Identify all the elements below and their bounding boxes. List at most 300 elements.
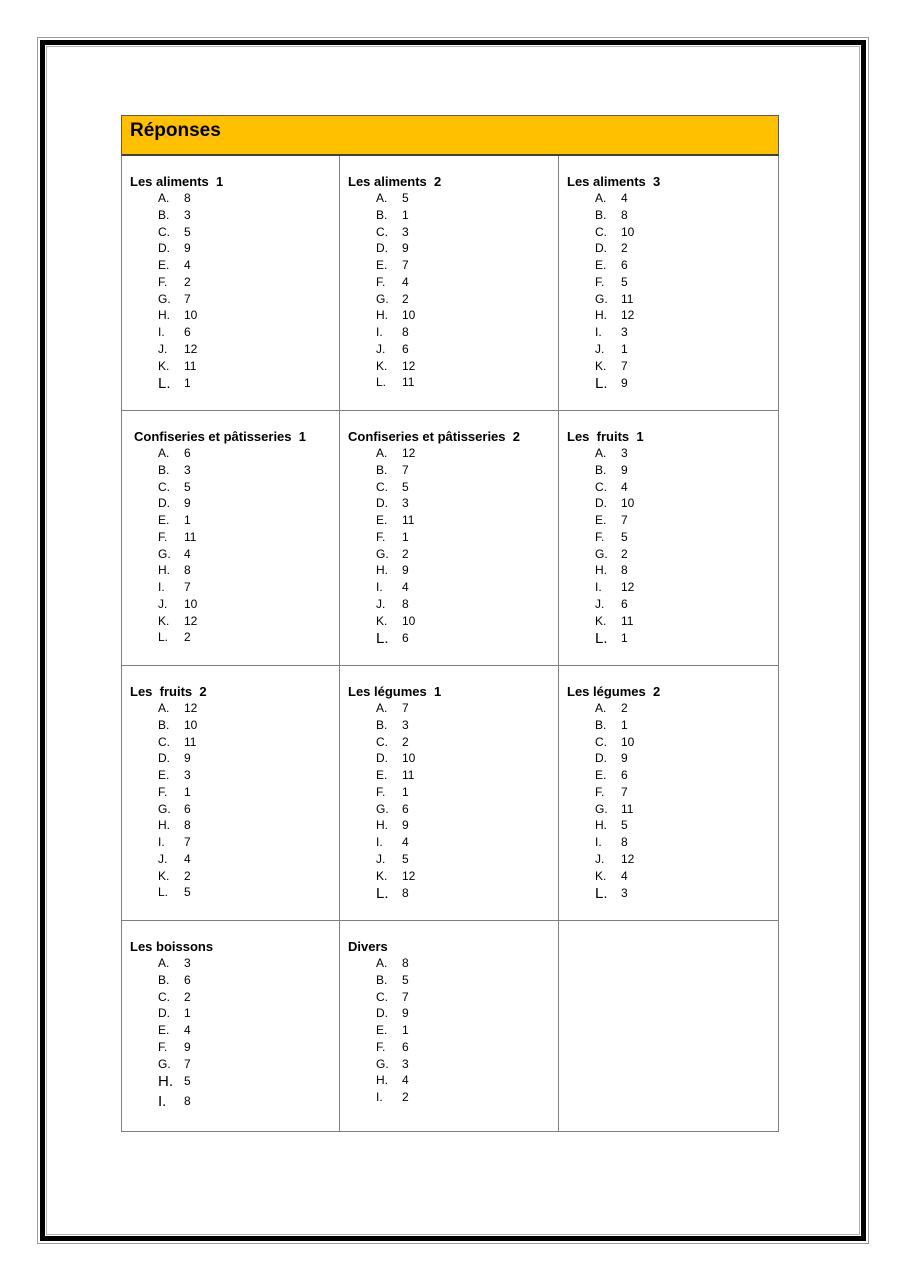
answer-letter: E. <box>376 258 388 272</box>
answer-value: 5 <box>402 972 409 987</box>
answer-item <box>130 700 339 717</box>
section-divers <box>340 921 559 1132</box>
answer-letter: C. <box>376 734 388 749</box>
section-les-boissons <box>121 921 340 1132</box>
answer-item <box>130 613 339 630</box>
answer-value: 9 <box>184 241 191 256</box>
answer-value: 8 <box>184 563 191 578</box>
answer-item <box>567 817 778 834</box>
answer-item <box>567 834 778 851</box>
answer-value: 3 <box>402 717 409 732</box>
answer-letter: D. <box>376 751 388 766</box>
answer-item <box>130 1022 339 1039</box>
answer-letter: F. <box>376 784 386 799</box>
answer-letter: A. <box>376 191 388 205</box>
answer-letter: K. <box>158 868 170 883</box>
answer-item <box>130 240 339 257</box>
answer-letter: J. <box>376 341 386 356</box>
section-title: Les aliments 2 <box>348 174 442 189</box>
answer-value: 3 <box>184 768 191 782</box>
answer-value: 1 <box>621 631 628 646</box>
answer-value: 12 <box>402 358 416 373</box>
answer-list <box>130 955 339 1111</box>
answer-letter: I. <box>376 325 383 339</box>
answer-letter: G. <box>376 801 389 816</box>
answer-value: 7 <box>402 989 409 1004</box>
answer-letter: A. <box>376 956 388 970</box>
answer-item <box>130 596 339 613</box>
answer-value: 9 <box>621 462 628 477</box>
answer-list <box>130 190 339 394</box>
answer-value: 8 <box>184 191 191 205</box>
answer-value: 9 <box>402 1006 409 1021</box>
answer-item <box>348 341 558 358</box>
answer-letter: L. <box>158 885 169 900</box>
answer-letter: B. <box>158 462 170 477</box>
answer-item <box>348 801 558 818</box>
answer-value: 2 <box>402 734 409 749</box>
answer-value: 10 <box>621 224 635 239</box>
answer-item <box>567 884 778 904</box>
answer-item <box>130 224 339 241</box>
answer-letter: L. <box>158 375 171 393</box>
answer-letter: C. <box>376 479 388 494</box>
answer-letter: C. <box>595 224 607 239</box>
answer-value: 11 <box>402 375 415 390</box>
answer-value: 3 <box>621 886 628 901</box>
answer-letter: E. <box>158 1023 170 1037</box>
answer-value: 2 <box>621 701 628 715</box>
answer-value: 11 <box>184 358 197 373</box>
answer-value: 7 <box>184 835 191 849</box>
answer-letter: K. <box>158 613 170 628</box>
section-title: Les boissons <box>130 939 214 954</box>
answer-item <box>567 512 778 529</box>
answer-letter: D. <box>376 241 388 256</box>
answer-letter: C. <box>595 479 607 494</box>
answer-item <box>348 750 558 767</box>
answers-table <box>121 115 779 1132</box>
answer-value: 11 <box>621 801 634 816</box>
answer-value: 2 <box>184 274 191 289</box>
answer-letter: I. <box>158 580 165 594</box>
answer-value: 4 <box>184 546 191 561</box>
section-empty <box>559 921 779 1132</box>
answer-letter: J. <box>595 341 605 356</box>
answer-item <box>567 700 778 717</box>
answer-value: 5 <box>402 851 409 866</box>
answer-letter: F. <box>376 274 386 289</box>
answer-letter: G. <box>376 1056 389 1071</box>
answer-letter: D. <box>158 751 170 766</box>
answer-letter: A. <box>376 446 388 460</box>
answer-item <box>348 358 558 375</box>
answer-item <box>567 767 778 784</box>
answer-item <box>130 955 339 972</box>
answer-letter: G. <box>158 801 171 816</box>
answer-item <box>567 629 778 649</box>
answer-letter: K. <box>595 613 607 628</box>
answer-letter: C. <box>158 734 170 749</box>
answer-letter: E. <box>595 258 607 272</box>
answer-item <box>348 629 558 649</box>
answer-item <box>348 445 558 462</box>
answer-item <box>130 972 339 989</box>
answer-item <box>567 529 778 546</box>
section-title: Confiseries et pâtisseries 2 <box>348 429 520 444</box>
answer-letter: K. <box>376 613 388 628</box>
answer-value: 12 <box>402 868 416 883</box>
answer-item <box>348 462 558 479</box>
answer-letter: L. <box>376 630 389 648</box>
answer-value: 3 <box>402 1056 409 1071</box>
answer-value: 12 <box>621 851 635 866</box>
answer-item <box>130 851 339 868</box>
answer-value: 4 <box>402 1073 409 1088</box>
answer-value: 12 <box>621 308 635 323</box>
answer-letter: J. <box>158 596 168 611</box>
answer-item <box>567 579 778 596</box>
answer-value: 3 <box>184 207 191 222</box>
answer-letter: L. <box>158 630 169 645</box>
answer-value: 10 <box>184 717 198 732</box>
answer-item <box>130 868 339 885</box>
answer-value: 7 <box>402 258 409 272</box>
answer-item <box>130 445 339 462</box>
answer-value: 7 <box>402 701 409 715</box>
section-les-legumes-2 <box>559 666 779 921</box>
section-les-fruits-1 <box>559 411 779 666</box>
answer-value: 1 <box>184 784 191 799</box>
answer-item <box>130 257 339 274</box>
answer-item <box>567 562 778 579</box>
answer-value: 5 <box>621 274 628 289</box>
answer-letter: C. <box>376 989 388 1004</box>
section-title <box>567 938 778 955</box>
answer-value: 11 <box>184 734 197 749</box>
answer-item <box>130 834 339 851</box>
answer-item <box>348 512 558 529</box>
answer-letter: B. <box>376 717 388 732</box>
answer-value: 12 <box>184 341 198 356</box>
answer-item <box>348 817 558 834</box>
answer-item <box>348 224 558 241</box>
answer-letter: B. <box>376 462 388 477</box>
answer-letter: C. <box>595 734 607 749</box>
answer-letter: F. <box>376 529 386 544</box>
answer-item <box>567 495 778 512</box>
answer-item <box>130 495 339 512</box>
answer-value: 1 <box>402 529 409 544</box>
answer-item <box>567 190 778 207</box>
answer-item <box>130 462 339 479</box>
answer-item <box>348 274 558 291</box>
answer-value: 2 <box>184 868 191 883</box>
answer-item <box>130 884 339 901</box>
answer-value: 1 <box>621 341 628 356</box>
answer-item <box>348 734 558 751</box>
section-title: Les aliments 1 <box>130 174 224 189</box>
answer-item <box>567 596 778 613</box>
section-les-fruits-2 <box>121 666 340 921</box>
answer-value: 2 <box>402 546 409 561</box>
answer-letter: B. <box>376 207 388 222</box>
answer-letter: L. <box>595 630 608 648</box>
answer-item <box>348 1072 558 1089</box>
answer-letter: B. <box>595 717 607 732</box>
answer-item <box>130 479 339 496</box>
answer-letter: G. <box>595 546 608 561</box>
answer-value: 9 <box>184 496 191 511</box>
answer-letter: B. <box>595 462 607 477</box>
answer-letter: D. <box>158 1006 170 1021</box>
answer-value: 5 <box>621 529 628 544</box>
answer-letter: E. <box>595 768 607 782</box>
answer-value: 4 <box>184 851 191 866</box>
answer-letter: A. <box>158 191 170 205</box>
answer-item <box>348 972 558 989</box>
answer-value: 8 <box>621 835 628 849</box>
answer-item <box>348 868 558 885</box>
answer-value: 6 <box>621 596 628 611</box>
answer-item <box>348 596 558 613</box>
answer-value: 1 <box>184 376 191 391</box>
answer-letter: E. <box>376 1023 388 1037</box>
answer-value: 6 <box>184 325 191 339</box>
answer-item <box>567 257 778 274</box>
answer-letter: J. <box>376 851 386 866</box>
answer-letter: F. <box>595 784 605 799</box>
answer-letter: A. <box>158 956 170 970</box>
answer-letter: J. <box>376 596 386 611</box>
answer-item <box>348 207 558 224</box>
answer-letter: H. <box>158 563 170 578</box>
answer-value: 9 <box>621 376 628 391</box>
section-confiseries-et-patisseries-2 <box>340 411 559 666</box>
answer-item <box>130 291 339 308</box>
section-title: Les fruits 2 <box>130 684 207 699</box>
answer-letter: I. <box>158 1092 167 1110</box>
answer-letter: I. <box>595 580 602 594</box>
answer-item <box>567 546 778 563</box>
answer-letter: F. <box>158 784 168 799</box>
answer-letter: D. <box>595 241 607 256</box>
answer-item <box>567 479 778 496</box>
answer-value: 11 <box>621 613 634 628</box>
answer-value: 3 <box>402 496 409 511</box>
section-confiseries-et-patisseries-1 <box>121 411 340 666</box>
section-title: Les fruits 1 <box>567 429 644 444</box>
answer-value: 8 <box>402 596 409 611</box>
answer-value: 5 <box>184 479 191 494</box>
answer-letter: H. <box>595 818 607 833</box>
answer-value: 6 <box>402 1039 409 1054</box>
answer-value: 6 <box>621 768 628 782</box>
answer-value: 2 <box>621 241 628 256</box>
answer-letter: E. <box>376 768 388 782</box>
answer-value: 4 <box>621 191 628 205</box>
answer-item <box>567 750 778 767</box>
answer-item <box>130 562 339 579</box>
answer-item <box>348 834 558 851</box>
answer-item <box>567 784 778 801</box>
answer-value: 8 <box>402 956 409 970</box>
answer-list <box>130 445 339 646</box>
answer-list <box>567 190 778 394</box>
answer-item <box>130 1005 339 1022</box>
answer-value: 9 <box>184 751 191 766</box>
answer-item <box>348 1005 558 1022</box>
answer-value: 1 <box>621 717 628 732</box>
answer-value: 6 <box>402 801 409 816</box>
answer-item <box>348 324 558 341</box>
answer-letter: A. <box>595 446 607 460</box>
answer-item <box>130 1072 339 1092</box>
answer-value: 2 <box>621 546 628 561</box>
answer-item <box>130 358 339 375</box>
section-title: Les légumes 1 <box>348 684 442 699</box>
answer-letter: E. <box>595 513 607 527</box>
answer-item <box>130 784 339 801</box>
answer-letter: F. <box>595 274 605 289</box>
answer-value: 6 <box>621 258 628 272</box>
answer-item <box>130 817 339 834</box>
answer-value: 7 <box>402 462 409 477</box>
answer-letter: L. <box>376 885 389 903</box>
answer-item <box>348 717 558 734</box>
section-title: Les aliments 3 <box>567 174 661 189</box>
answer-letter: C. <box>158 224 170 239</box>
answer-letter: G. <box>376 291 389 306</box>
answer-letter: G. <box>595 291 608 306</box>
answer-value: 7 <box>184 580 191 594</box>
answer-value: 10 <box>402 751 416 766</box>
answer-letter: A. <box>158 446 170 460</box>
answer-value: 5 <box>184 885 191 900</box>
answer-letter: D. <box>595 496 607 511</box>
answer-letter: F. <box>595 529 605 544</box>
answers-grid <box>121 156 779 1132</box>
answer-letter: F. <box>158 1039 168 1054</box>
answer-value: 5 <box>402 479 409 494</box>
answer-letter: D. <box>158 496 170 511</box>
answer-value: 1 <box>184 1006 191 1021</box>
answer-value: 11 <box>184 529 197 544</box>
answer-letter: B. <box>376 972 388 987</box>
answer-item <box>348 767 558 784</box>
answer-letter: H. <box>595 308 607 323</box>
answer-letter: K. <box>376 868 388 883</box>
answer-item <box>348 579 558 596</box>
answer-value: 5 <box>621 818 628 833</box>
answer-value: 4 <box>621 479 628 494</box>
answer-list <box>348 190 558 391</box>
answer-item <box>130 629 339 646</box>
answer-value: 5 <box>184 224 191 239</box>
answer-letter: E. <box>376 513 388 527</box>
answer-value: 10 <box>184 308 198 323</box>
answer-item <box>348 257 558 274</box>
answer-value: 11 <box>621 291 634 306</box>
answer-item <box>130 750 339 767</box>
answer-letter: F. <box>158 274 168 289</box>
answer-item <box>130 734 339 751</box>
section-les-aliments-2 <box>340 156 559 411</box>
answer-value: 11 <box>402 513 415 527</box>
answer-value: 9 <box>402 818 409 833</box>
answer-value: 4 <box>184 258 191 272</box>
answer-item <box>130 324 339 341</box>
answer-item <box>130 207 339 224</box>
answer-letter: G. <box>158 1056 171 1071</box>
answer-letter: F. <box>376 1039 386 1054</box>
answer-letter: F. <box>158 529 168 544</box>
answer-value: 2 <box>402 291 409 306</box>
answer-item <box>130 767 339 784</box>
answer-item <box>130 374 339 394</box>
answer-value: 7 <box>621 513 628 527</box>
answer-item <box>348 546 558 563</box>
answer-value: 8 <box>621 563 628 578</box>
answer-letter: D. <box>376 496 388 511</box>
answer-item <box>130 989 339 1006</box>
answer-item <box>567 445 778 462</box>
answer-item <box>348 1039 558 1056</box>
answer-letter: K. <box>595 868 607 883</box>
answer-item <box>130 190 339 207</box>
answer-list <box>130 700 339 901</box>
answer-item <box>130 512 339 529</box>
answer-value: 7 <box>184 1056 191 1071</box>
answer-item <box>348 291 558 308</box>
section-les-legumes-1 <box>340 666 559 921</box>
answer-item <box>348 851 558 868</box>
answer-letter: H. <box>158 818 170 833</box>
answer-value: 10 <box>621 734 635 749</box>
answer-letter: D. <box>376 1006 388 1021</box>
answer-item <box>348 529 558 546</box>
answer-value: 6 <box>184 801 191 816</box>
answer-item <box>348 374 558 391</box>
answer-value: 7 <box>184 291 191 306</box>
section-title: Divers <box>348 939 388 954</box>
answer-item <box>567 341 778 358</box>
answer-letter: C. <box>376 224 388 239</box>
answer-value: 8 <box>621 207 628 222</box>
answer-letter: D. <box>158 241 170 256</box>
answer-value: 6 <box>402 341 409 356</box>
answer-value: 8 <box>184 818 191 833</box>
answer-letter: I. <box>376 580 383 594</box>
section-les-aliments-3 <box>559 156 779 411</box>
answer-value: 3 <box>621 446 628 460</box>
answer-value: 12 <box>621 580 635 594</box>
answer-item <box>567 734 778 751</box>
answer-value: 5 <box>402 191 409 205</box>
answer-item <box>567 324 778 341</box>
answer-item <box>348 190 558 207</box>
answer-item <box>567 224 778 241</box>
answer-value: 10 <box>402 613 416 628</box>
answer-item <box>348 1089 558 1106</box>
answer-item <box>567 801 778 818</box>
answer-letter: I. <box>595 325 602 339</box>
answer-list <box>567 700 778 904</box>
answer-letter: A. <box>376 701 388 715</box>
answer-letter: J. <box>595 851 605 866</box>
answer-value: 7 <box>621 784 628 799</box>
answer-item <box>567 613 778 630</box>
